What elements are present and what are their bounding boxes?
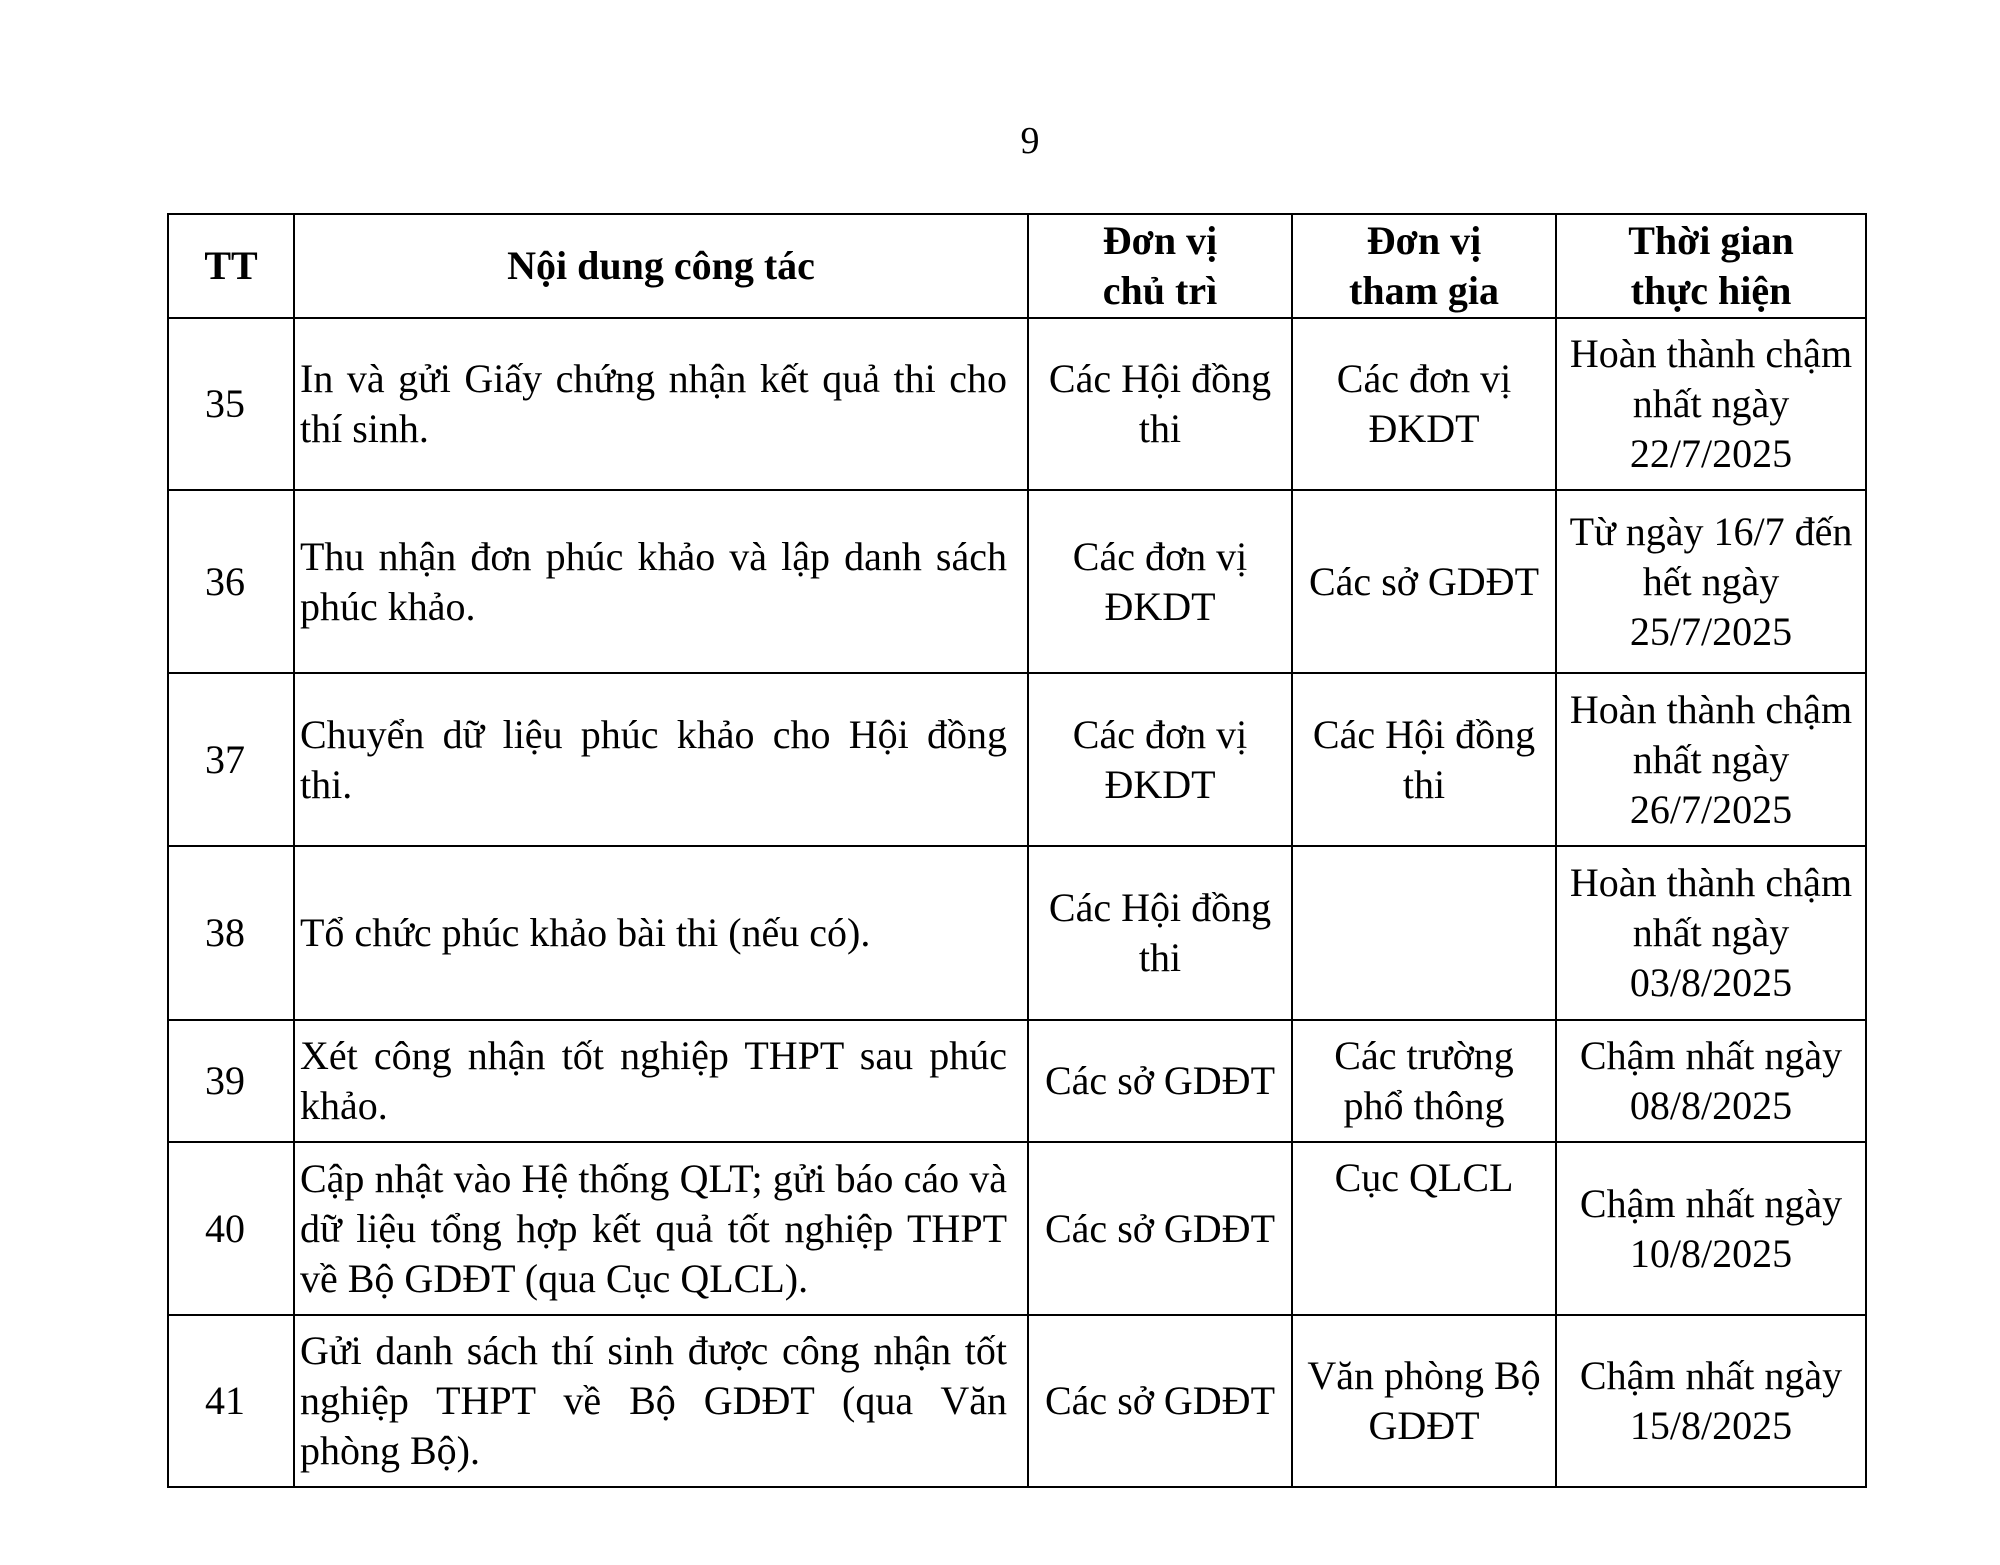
page-number: 9 [1020,120,1040,162]
lead-unit: Các sở GDĐT [1028,1142,1292,1315]
header-time-line2: thực hiện [1630,268,1792,313]
participating-unit: Cục QLCL [1292,1142,1556,1315]
header-lead-unit-line2: chủ trì [1102,268,1218,313]
time-frame: Từ ngày 16/7 đến hết ngày 25/7/2025 [1556,490,1866,673]
schedule-table [167,213,1867,1488]
table-row [168,318,1866,490]
task-content: Cập nhật vào Hệ thống QLT; gửi báo cáo và dữ liệu tổng hợp kết quả tốt nghiệp THPT về Bộ GDĐT (qua Cục QLCL). [294,1142,1028,1315]
row-number: 36 [168,490,294,673]
participating-unit: Các trường phổ thông [1292,1020,1556,1142]
row-number: 35 [168,318,294,490]
participating-unit: Các sở GDĐT [1292,490,1556,673]
table-row [168,1142,1866,1315]
header-lead-unit [1028,214,1292,318]
task-content: In và gửi Giấy chứng nhận kết quả thi cho thí sinh. [294,318,1028,490]
row-number: 37 [168,673,294,846]
header-participating-unit-line2: tham gia [1349,268,1499,313]
task-content: Xét công nhận tốt nghiệp THPT sau phúc khảo. [294,1020,1028,1142]
row-number: 41 [168,1315,294,1487]
lead-unit: Các đơn vị ĐKDT [1028,490,1292,673]
lead-unit: Các sở GDĐT [1028,1020,1292,1142]
participating-unit: Các Hội đồng thi [1292,673,1556,846]
header-content: Nội dung công tác [294,214,1028,318]
row-number: 38 [168,846,294,1020]
row-number: 40 [168,1142,294,1315]
header-participating-unit-line1: Đơn vị [1366,218,1482,263]
time-frame: Hoàn thành chậm nhất ngày 03/8/2025 [1556,846,1866,1020]
task-content: Gửi danh sách thí sinh được công nhận tốt nghiệp THPT về Bộ GDĐT (qua Văn phòng Bộ). [294,1315,1028,1487]
time-frame: Chậm nhất ngày 15/8/2025 [1556,1315,1866,1487]
time-frame: Hoàn thành chậm nhất ngày 26/7/2025 [1556,673,1866,846]
lead-unit: Các đơn vị ĐKDT [1028,673,1292,846]
lead-unit: Các sở GDĐT [1028,1315,1292,1487]
table-row [168,846,1866,1020]
row-number: 39 [168,1020,294,1142]
lead-unit: Các Hội đồng thi [1028,846,1292,1020]
header-lead-unit-line1: Đơn vị [1102,218,1218,263]
participating-unit [1292,846,1556,1020]
participating-unit: Văn phòng Bộ GDĐT [1292,1315,1556,1487]
table-row [168,673,1866,846]
time-frame: Chậm nhất ngày 08/8/2025 [1556,1020,1866,1142]
table-row [168,490,1866,673]
task-content: Tổ chức phúc khảo bài thi (nếu có). [294,846,1028,1020]
table-header-row [168,214,1866,318]
task-content: Thu nhận đơn phúc khảo và lập danh sách phúc khảo. [294,490,1028,673]
task-content: Chuyển dữ liệu phúc khảo cho Hội đồng thi. [294,673,1028,846]
lead-unit: Các Hội đồng thi [1028,318,1292,490]
table-row [168,1020,1866,1142]
participating-unit: Các đơn vị ĐKDT [1292,318,1556,490]
table-row [168,1315,1866,1487]
header-time-line1: Thời gian [1628,218,1794,263]
header-participating-unit [1292,214,1556,318]
header-tt: TT [168,214,294,318]
time-frame: Hoàn thành chậm nhất ngày 22/7/2025 [1556,318,1866,490]
time-frame: Chậm nhất ngày 10/8/2025 [1556,1142,1866,1315]
header-time [1556,214,1866,318]
